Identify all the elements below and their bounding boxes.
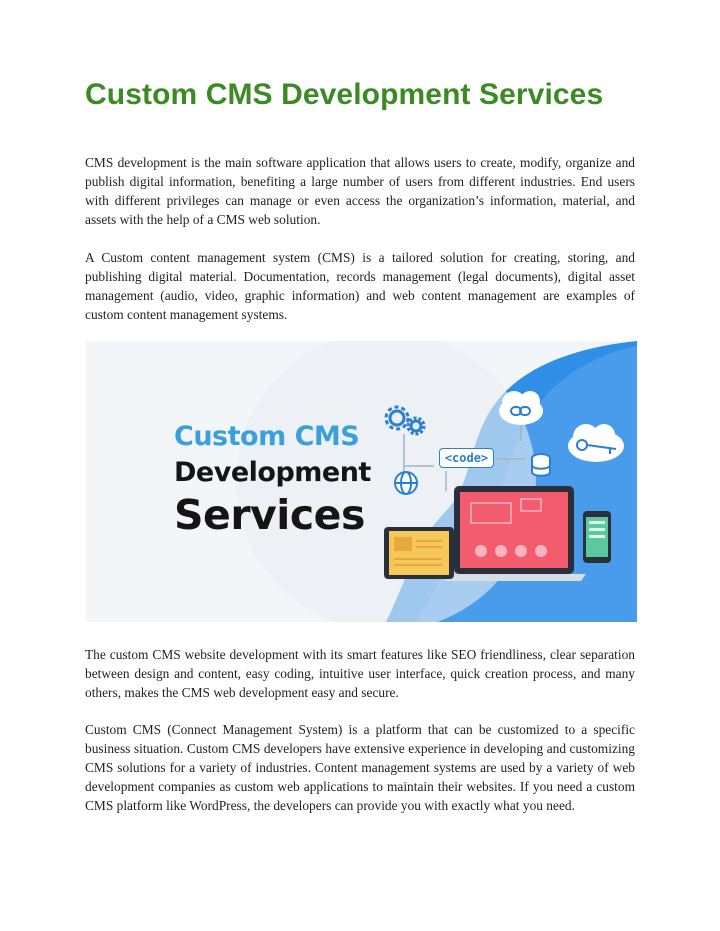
banner-image (86, 341, 637, 622)
laptop-icon (441, 486, 586, 581)
phone-icon (583, 511, 611, 563)
banner-heading-line3: Services (174, 491, 365, 539)
database-icon (532, 454, 550, 476)
cloud-link-icon (499, 391, 543, 425)
banner-heading-line2: Development (174, 457, 371, 488)
paragraph-platform: Custom CMS (Connect Management System) is a platform that can be customized to a specific business situation. Custom CMS developers have extensive experience in developing and customizing CMS solutions for a variety of industries. Content management systems are used by a variety of web development companies as custom web applications to maintain their websites. If you need a custom CMS platform like WordPress, the developers can provide you with exactly what you need. (85, 722, 635, 813)
paragraph-intro: CMS development is the main software application that allows users to create, modify, organize and publish digital information, benefiting a large number of users from different industries. End users with different privileges can manage or even access the organization’s information, material, and assets with the help of a CMS web solution. (85, 155, 635, 227)
globe-icon (395, 472, 417, 494)
tablet-icon (384, 527, 454, 579)
code-tag-label: <code> (439, 448, 494, 468)
banner-heading-line1: Custom CMS (174, 421, 360, 452)
paragraph-definition: A Custom content management system (CMS) is a tailored solution for creating, storing, and publishing digital material. Documentation, records management (legal documents), digital asset management (audio, video, graphic information) and web content management are examples of custom content management systems. (85, 250, 635, 322)
page-title: Custom CMS Development Services (85, 78, 604, 111)
paragraph-features: The custom CMS website development with its smart features like SEO friendliness, clear separation between design and content, easy coding, intuitive user interface, quick creation process, and many others, makes the CMS web development easy and secure. (85, 647, 635, 700)
